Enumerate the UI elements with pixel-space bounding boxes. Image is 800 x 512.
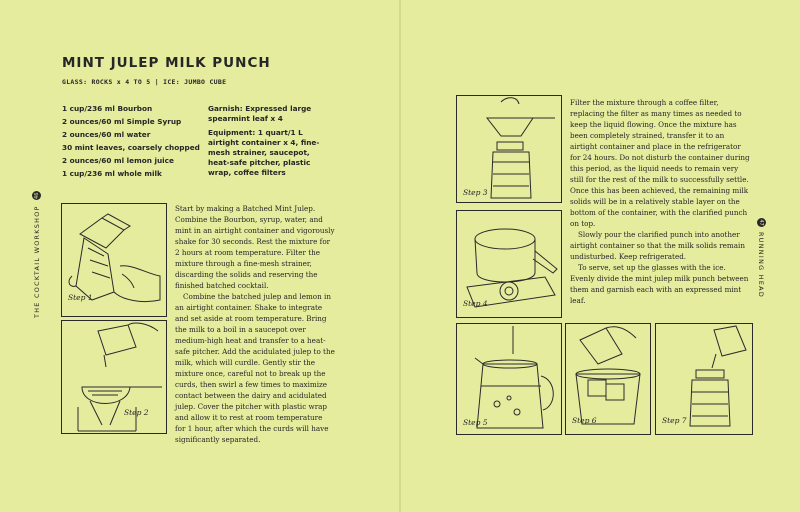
step-label: Step 2 [124,408,149,417]
garnish-text: Garnish: Expressed large spearmint leaf x 4 [208,104,312,123]
ingredient-item: 30 mint leaves, coarsely chopped [62,143,200,152]
ingredient-list [62,104,207,182]
step-label: Step 1 [68,293,93,302]
running-head-text: THE COCKTAIL WORKSHOP [32,205,41,318]
coffee-filter-icon [457,96,561,202]
running-head-text: RUNNING HEAD [757,232,766,299]
page-number: 46 [33,192,40,199]
page-number: 47 [758,219,765,226]
step-6-illustration [565,323,651,435]
strainer-pour-icon [62,321,166,433]
step-label: Step 6 [572,416,597,425]
step-label: Step 3 [463,188,488,197]
ingredient-item: 2 ounces/60 ml Simple Syrup [62,117,182,126]
step-label: Step 5 [463,418,488,427]
ingredient-item: 2 ounces/60 ml lemon juice [62,156,174,165]
body-paragraph: Filter the mixture through a coffee filter, replacing the filter as many times as needed to keep the liquid flowing. Once the mixture has been completely strained, transfer it to an airtight container and place in the refrigerator for 24 hours. Do not disturb the container during this period, as the liquid needs to remain very still for the rest of the milk to successfully settle. Once this has been achieved, the remaining milk solids will be in a relatively stable layer on the bottom of the container, with the clarified punch on top. [570,98,750,228]
body-paragraph: Combine the batched julep and lemon in an airtight container. Shake to integrate and set aside at room temperature. Bring the milk to a boil in a saucepot over medium-high heat and transfer to a heat-safe pitcher. Add the acidulated julep to the milk, which will curdle. Gently stir the mixture once, careful not to break up the curds, then swirl a few times to maximize contact between the dairy and acidulated julep. Cover the pitcher with plastic wrap and allow it to rest at room temperature for 1 hour, after which the curds will have significantly separated. [175,292,335,444]
step-4-illustration [456,210,562,318]
ingredient-item: 1 cup/236 ml Bourbon [62,104,153,113]
step-5-illustration [456,323,562,435]
step-1-illustration [61,203,167,317]
right-body-text [570,97,750,306]
right-running-head [757,218,766,298]
ingredient-item: 2 ounces/60 ml water [62,130,151,139]
left-running-head [32,191,41,318]
step-2-illustration [61,320,167,434]
garnish-equipment [208,104,328,182]
body-paragraph: To serve, set up the glasses with the ice. Evenly divide the mint julep milk punch between them and garnish each with an expressed mint leaf. [570,263,749,305]
recipe-title: MINT JULEP MILK PUNCH [62,55,271,71]
step-label: Step 7 [662,416,687,425]
step-label: Step 4 [463,299,488,308]
body-paragraph: Start by making a Batched Mint Julep. Combine the Bourbon, syrup, water, and mint in an airtight container and vigorously shake for 30 seconds. Rest the mixture for 2 hours at room temperature. Filter the mixture through a fine-mesh strainer, discarding the solids and reserving the finished batched cocktail. [175,204,335,290]
equipment-text: Equipment: 1 quart/1 L airtight container x 4, fine-mesh strainer, saucepot, heat-safe pitcher, plastic wrap, coffee filters [208,128,320,177]
glass-ice-line: GLASS: ROCKS x 4 TO 5 | ICE: JUMBO CUBE [62,78,227,86]
step-3-illustration [456,95,562,203]
step-7-illustration [655,323,753,435]
body-paragraph: Slowly pour the clarified punch into another airtight container so that the milk solids remain undisturbed. Keep refrigerated. [570,230,745,261]
ingredient-item: 1 cup/236 ml whole milk [62,169,162,178]
left-body-text [175,203,335,445]
